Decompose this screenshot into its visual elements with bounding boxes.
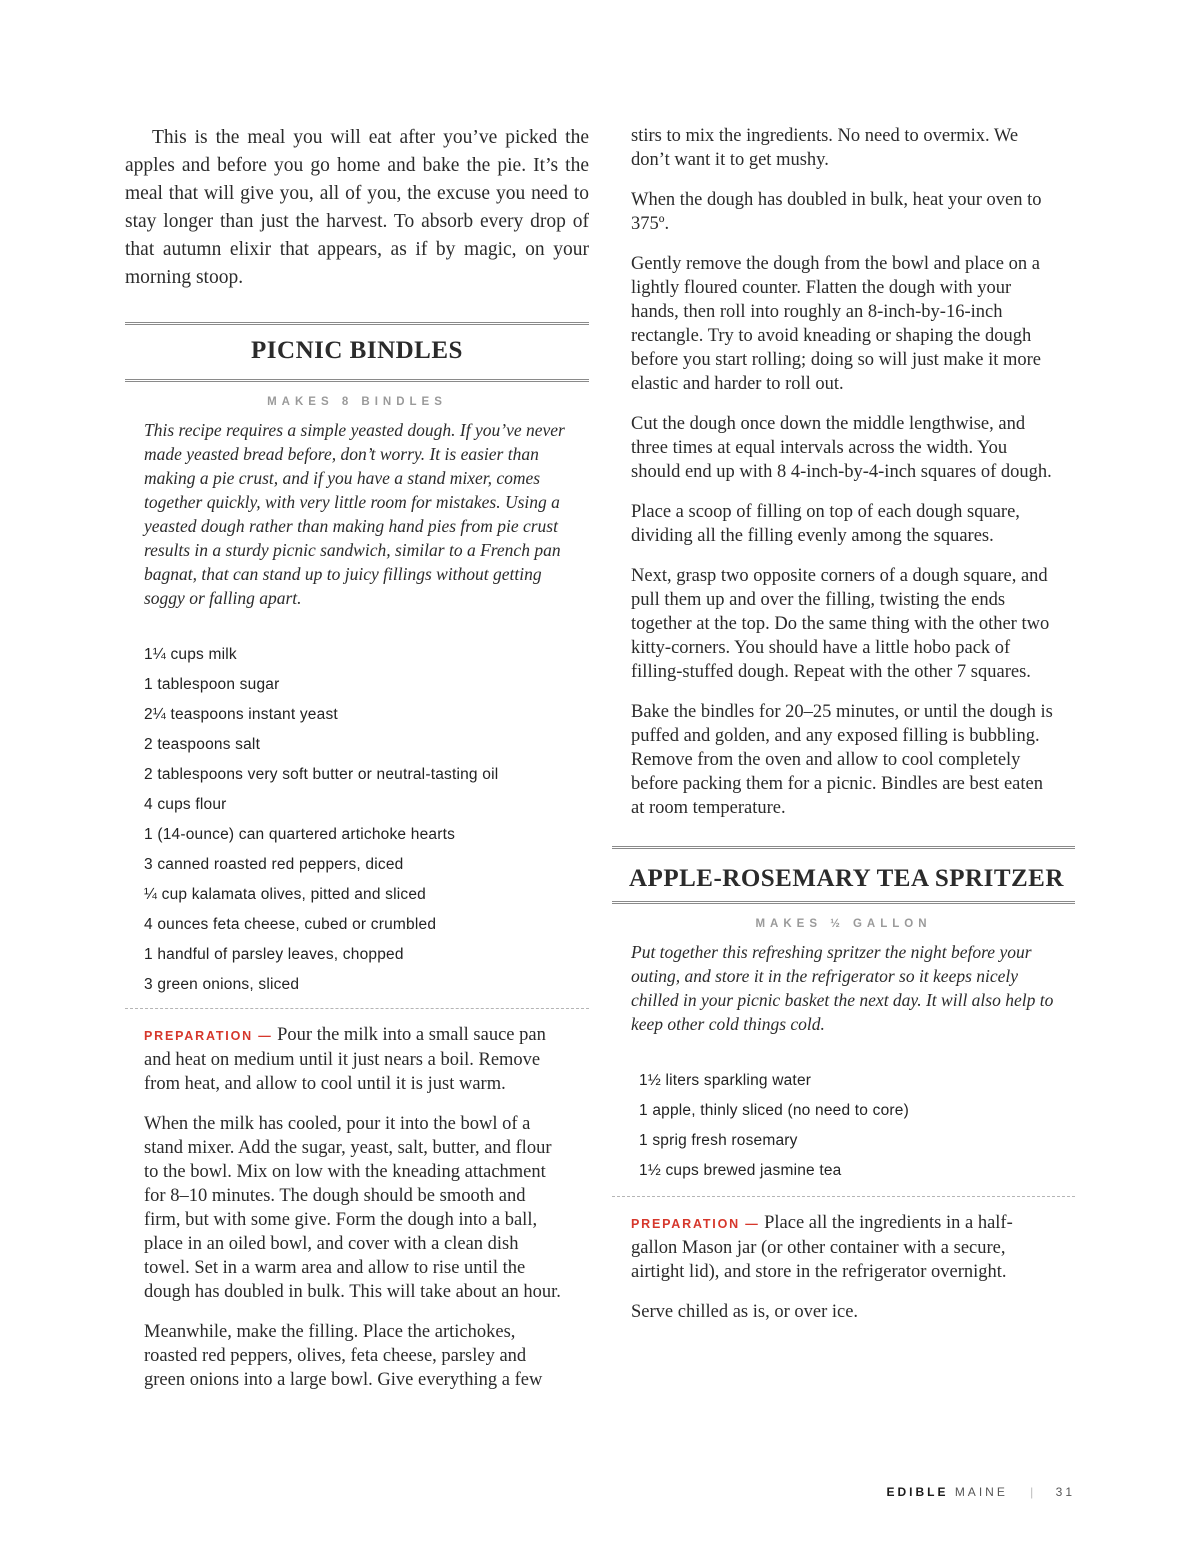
prep-steps-continued — [612, 124, 1075, 820]
right-column — [612, 124, 1075, 1340]
prep-step-paragraph: When the milk has cooled, pour it into the bowl of a stand mixer. Add the sugar, yeast, salt, butter, and flour to the bowl. Mix on low with the kneading attachment for 8–10 minutes. The dough should be smooth and firm, but with some give. Form the dough into a ball, place in an oiled bowl, and cover with a clean dish towel. Set in a warm area and allow to rise until the dough has doubled in bulk. This will take about an hour. — [144, 1114, 561, 1302]
prep-step-paragraph: Next, grasp two opposite corners of a dough square, and pull them up and over the filling, twisting the ends together at the top. Do the same thing with the other two kitty-corners. You should have a little hobo pack of filling-stuffed dough. Repeat with the other 7 squares. — [631, 566, 1050, 682]
ingredient-item: 1 (14-ounce) can quartered artichoke hearts — [144, 826, 456, 843]
ingredient-item: 3 green onions, sliced — [144, 976, 300, 993]
prep-step-paragraph: Gently remove the dough from the bowl and place on a lightly floured counter. Flatten the dough with your hands, then roll into roughly an 8-inch-by-16-inch rectangle. Try to avoid kneading or shaping the dough before you start rolling; doing so will just make it more elastic and harder to roll out. — [631, 254, 1042, 394]
left-column — [125, 124, 589, 1408]
ingredient-list — [144, 640, 567, 1000]
intro-paragraph: This is the meal you will eat after you’ve picked the apples and before you go home and bake the pie. It’s the meal that will give you, all of you, the excuse you need to stay longer than just the harvest. To absorb every drop of that autumn elixir that appears, as if by magic, on your morning stoop. — [125, 127, 589, 288]
ingredient-item: 1¼ cups milk — [144, 646, 237, 663]
prep-step-paragraph: stirs to mix the ingredients. No need to overmix. We don’t want it to get mushy. — [631, 126, 1019, 170]
ingredient-divider — [612, 1196, 1075, 1197]
ingredient-list — [631, 1066, 1057, 1186]
prep-step-paragraph: Meanwhile, make the filling. Place the artichokes, roasted red peppers, olives, feta cheese, parsley and green onions into a large bowl. Give everything a few — [144, 1322, 543, 1390]
page-footer — [886, 1485, 1075, 1499]
recipe-body — [125, 418, 589, 1000]
ingredient-item: 1 tablespoon sugar — [144, 676, 280, 693]
ingredient-item: 1½ liters sparkling water — [639, 1072, 812, 1089]
prep-step-paragraph: Bake the bindles for 20–25 minutes, or until the dough is puffed and golden, and any exposed filling is bubbling. Remove from the oven and allow to cool completely before packing them for a picnic. Bindles are best eaten at room temperature. — [631, 702, 1053, 818]
ingredient-item: 1 sprig fresh rosemary — [639, 1132, 798, 1149]
ingredient-item: 1 handful of parsley leaves, chopped — [144, 946, 404, 963]
prep-first-text: Pour the milk into a small sauce pan and heat on medium until it just nears a boil. Remove from heat, and allow to cool until it is just warm. — [144, 1025, 546, 1094]
ingredient-item: 1 apple, thinly sliced (no need to core) — [639, 1102, 909, 1119]
brand-light: MAINE — [954, 1485, 1008, 1499]
recipe-headnote: Put together this refreshing spritzer the night before your outing, and store it in the refrigerator so it keeps nicely chilled in your picnic basket the next day. It will also help to keep other cold things cold. — [631, 942, 1054, 1034]
prep-first-paragraph — [144, 1023, 561, 1096]
recipe-title: APPLE-ROSEMARY TEA SPRITZER — [629, 865, 1064, 892]
ingredient-item: 2¼ teaspoons instant yeast — [144, 706, 338, 723]
recipe-headnote: This recipe requires a simple yeasted dough. If you’ve never made yeasted bread before, don’t worry. It is easier than making a pie crust, and if you have a stand mixer, comes together quickly, with very little room for mistakes. Using a yeasted dough rather than making hand pies from pie crust results in a sturdy picnic sandwich, similar to a French pan bagnat, that can stand up to juicy fillings without getting soggy or falling apart. — [144, 420, 565, 608]
preparation-section — [125, 1023, 589, 1392]
brand-bold: EDIBLE — [886, 1485, 949, 1499]
recipe-body — [612, 940, 1075, 1186]
prep-step-paragraph: When the dough has doubled in bulk, heat your oven to 375º. — [631, 190, 1042, 234]
recipe-yield: MAKES ½ GALLON — [755, 918, 932, 930]
ingredient-item: 4 ounces feta cheese, cubed or crumbled — [144, 916, 437, 933]
ingredient-item: 4 cups flour — [144, 796, 227, 813]
ingredient-item: 2 tablespoons very soft butter or neutral-tasting oil — [144, 766, 499, 783]
ingredient-item: 2 teaspoons salt — [144, 736, 261, 753]
prep-label: PREPARATION — — [144, 1029, 273, 1043]
page-number: 31 — [1055, 1485, 1075, 1499]
ingredient-item: 3 canned roasted red peppers, diced — [144, 856, 404, 873]
recipe-title: PICNIC BINDLES — [251, 337, 463, 364]
recipe-yield: MAKES 8 BINDLES — [267, 396, 447, 408]
ingredient-divider — [125, 1008, 589, 1009]
footer-separator: | — [1030, 1485, 1034, 1499]
prep-steps — [144, 1112, 561, 1392]
ingredient-item: ¼ cup kalamata olives, pitted and sliced — [144, 886, 426, 903]
prep-label: PREPARATION — — [631, 1217, 760, 1231]
ingredient-item: 1½ cups brewed jasmine tea — [639, 1162, 842, 1179]
preparation-section — [612, 1211, 1075, 1324]
prep-step-paragraph: Cut the dough once down the middle lengthwise, and three times at equal intervals across the width. You should end up with 8 4-inch-by-4-inch squares of dough. — [631, 414, 1052, 482]
prep-step-paragraph: Serve chilled as is, or over ice. — [631, 1302, 859, 1322]
prep-step-paragraph: Place a scoop of filling on top of each dough square, dividing all the filling evenly among the squares. — [631, 502, 1020, 546]
prep-steps — [631, 1300, 1020, 1324]
prep-first-paragraph — [631, 1211, 1020, 1284]
prep-first-text: Place all the ingredients in a half-gallon Mason jar (or other container with a secure, airtight lid), and store in the refrigerator overnight. — [631, 1213, 1013, 1282]
